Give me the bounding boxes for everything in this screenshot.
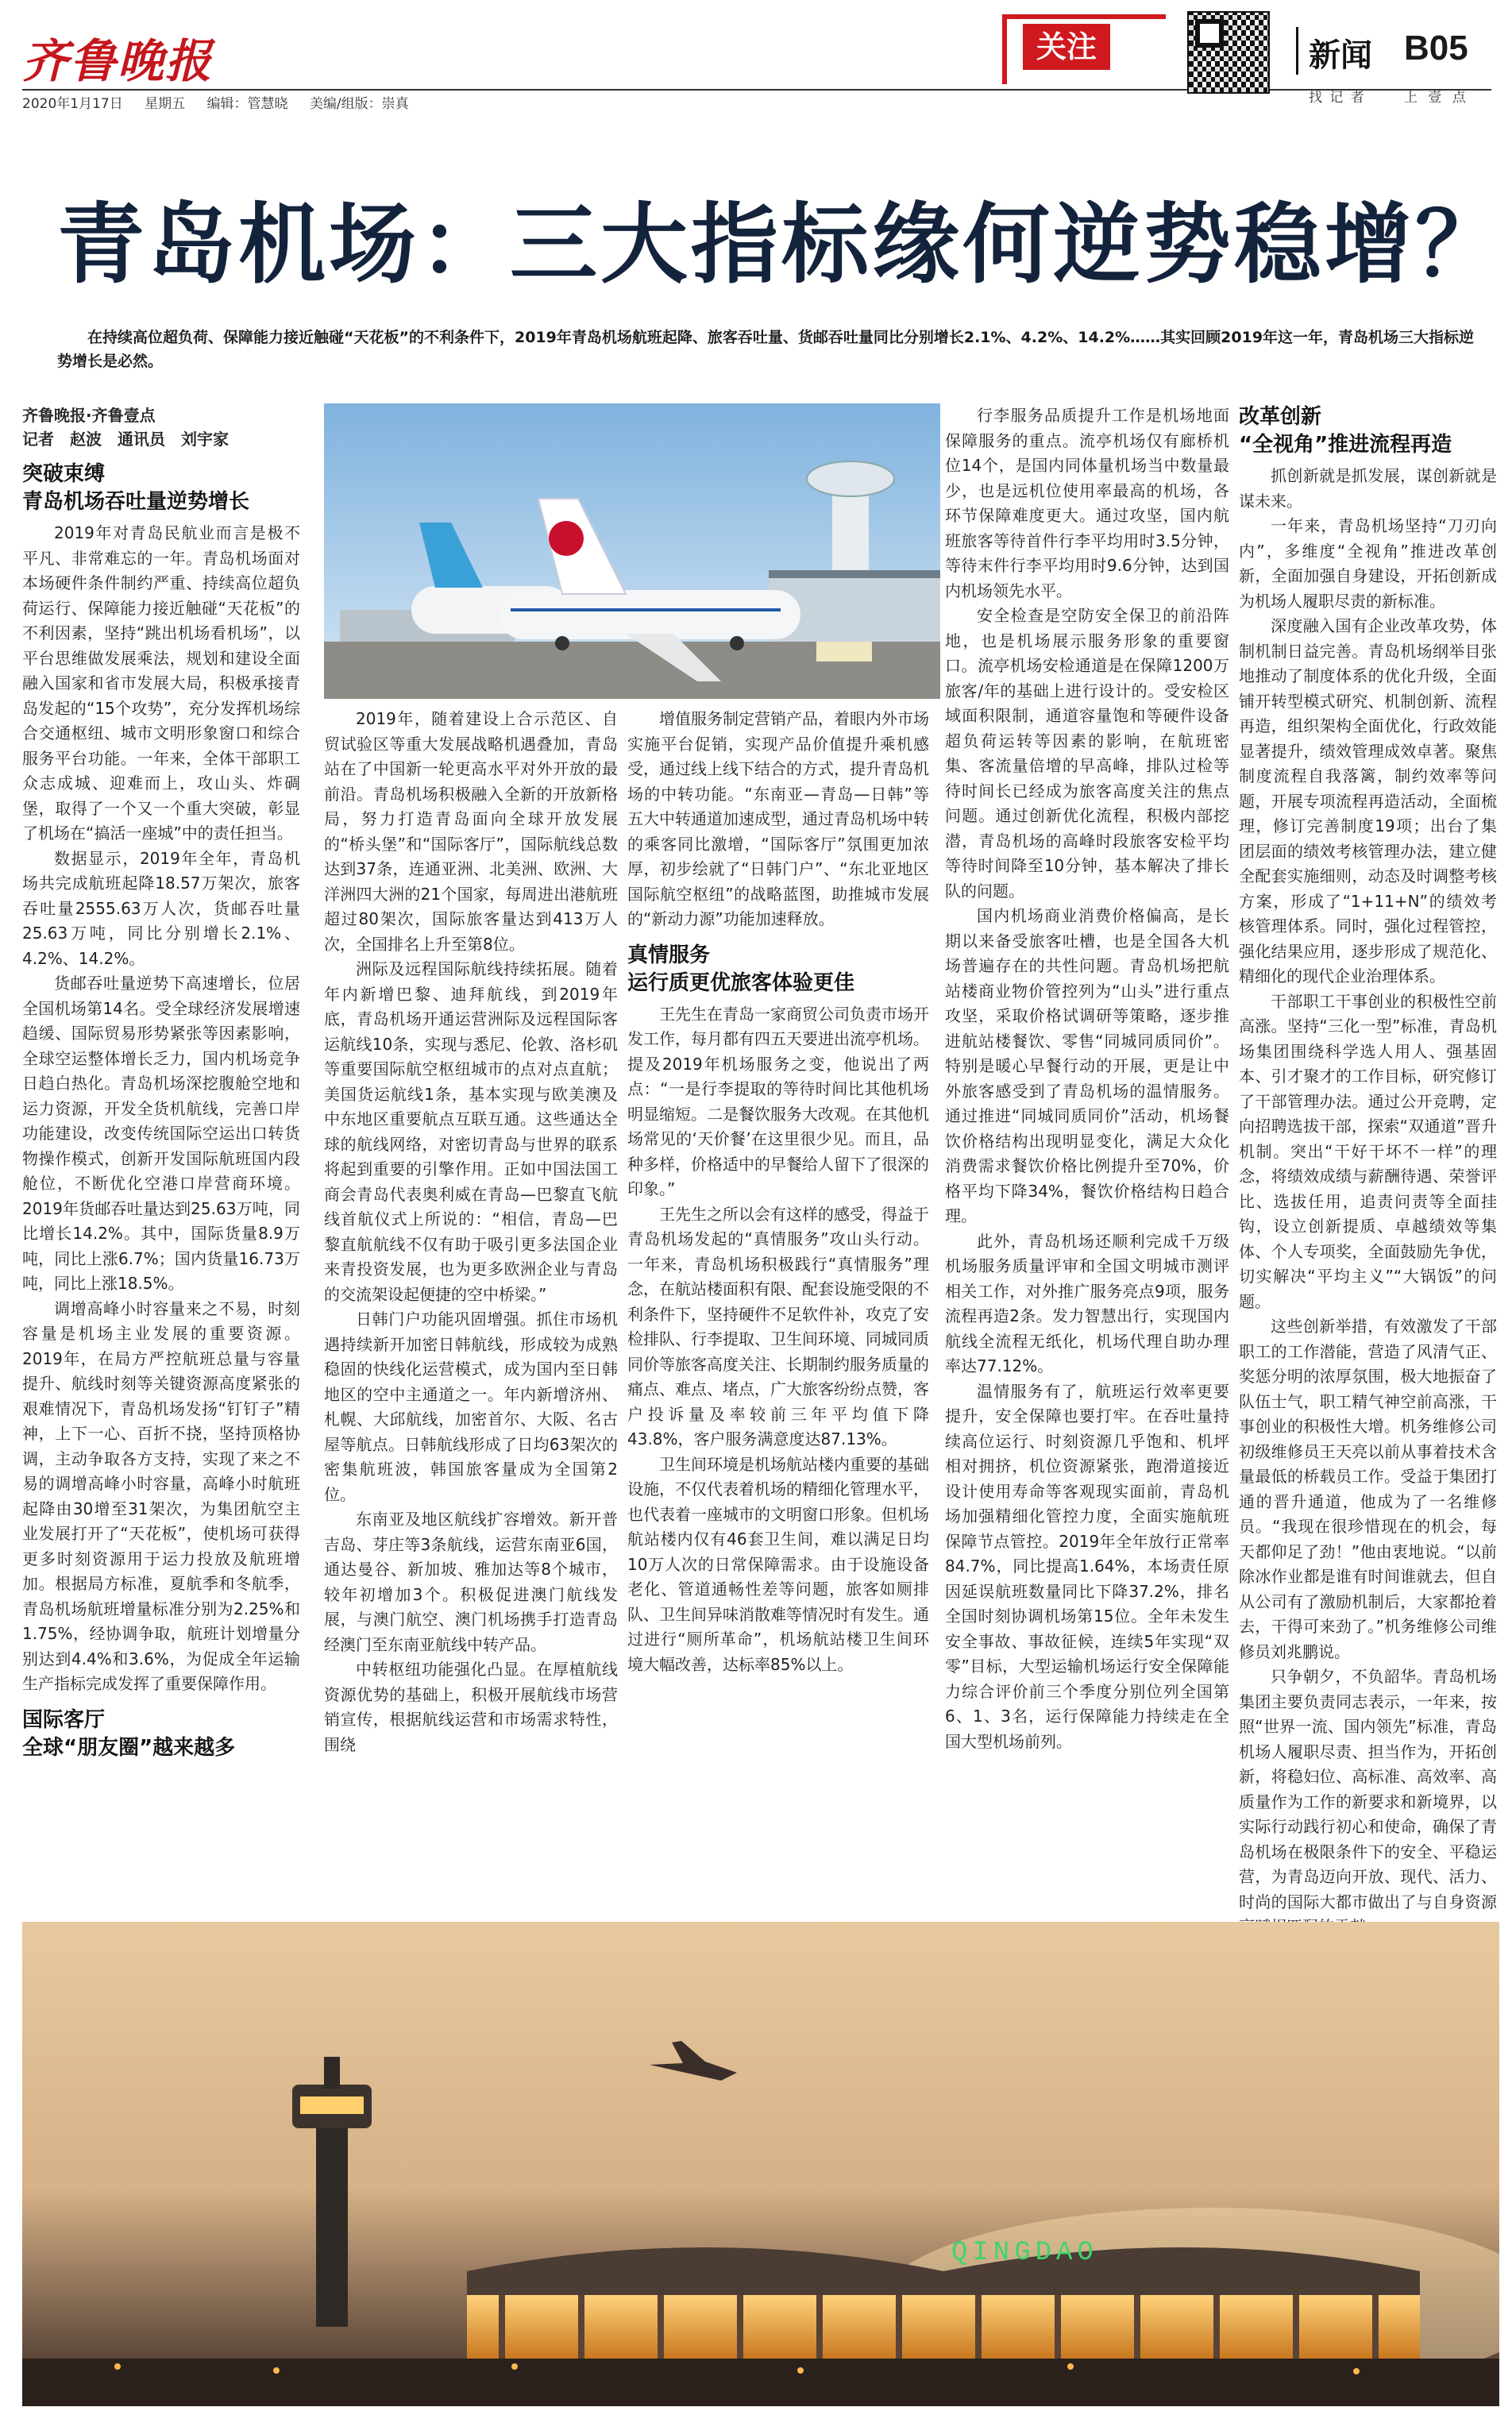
section-divider: [1296, 27, 1298, 75]
paragraph: 深度融入国有企业改革攻势，体制机制日益完善。青岛机场纲举目张地推动了制度体系的优化升级，全面铺开转型模式研究、机制创新、流程再造，组织架构全面优化，行政效能显著提升，绩效管理成效卓著。聚焦制度流程自我落篱，制约效率等问题，开展专项流程再造活动，全面梳理，修订完善制度19项；出台了集团层面的绩效考核管理办法，建立健全配套实施细则，动态及时调整考核方案，形成了“1+11+N”的绩效考核管理体系。同时，强化过程管控，强化结果应用，逐步形成了规范化、精细化的现代企业治理体系。: [1239, 616, 1497, 986]
section-name: 新闻: [1309, 37, 1372, 74]
paragraph: 东南亚及地区航线扩容增效。新开普吉岛、芽庄等3条航线，运营东南亚6国，通达曼谷、新加坡、雅加达等8个城市，较年初增加3个。积极促进澳门航线发展，与澳门航空、澳门机场携手打造青岛经澳门至东南亚航线中转产品。: [324, 1510, 618, 1654]
paragraph: 干部职工干事创业的积极性空前高涨。坚持“三化一型”标准，青岛机场集团围绕科学选人用人、强基固本、引才聚才的工作目标，研究修订了干部管理办法。通过公开竞聘，定向招聘选拔干部，探索“双通道”晋升机制。突出“干好干坏不一样”的理念，将绩效成绩与薪酬待遇、荣誉评比、选拔任用，追责问责等全面挂钩，设立创新提质、卓越绩效等集体、个人专项奖，全面鼓励先争优，切实解决“平均主义”“大锅饭”的问题。: [1239, 991, 1497, 1311]
byline: [22, 403, 300, 451]
qr-finder: [1195, 19, 1224, 48]
paragraph: 洲际及远程国际航线持续拓展。随着年内新增巴黎、迪拜航线，到2019年底，青岛机场开通运营洲际及远程国际客运航线10条，实现与悉尼、伦敦、洛杉矶等重要国际航空枢纽城市的点对点直航；美国货运航线1条，基本实现与欧美澳及中东地区重要航点互联互通。这些通达全球的航线网络，对密切青岛与世界的联系将起到重要的引擎作用。正如中国法国工商会青岛代表奥利威在青岛—巴黎直飞航线首航仪式上所说的：“相信，青岛—巴黎直航航线不仅有助于吸引更多法国企业来青投资发展，也为更多欧洲企业与青岛的交流架设起便捷的空中桥梁。”: [324, 959, 618, 1304]
paragraph: 只争朝夕，不负韶华。青岛机场集团主要负责同志表示，一年来，按照“世界一流、国内领先”标准，青岛机场人履职尽责、担当作为，开拓创新，将稳妇位、高标准、高效率、高质量作为工作的新要求和新境界，以实际行动践行初心和使命，确保了青岛机场在极限条件下的安全、平稳运营，为青岛迈向开放、现代、活力、时尚的国际大都市做出了与自身资源: [1239, 1667, 1497, 1911]
paragraph: 王先生在青岛一家商贸公司负责市场开发工作，每月都有四五天要进出流亭机场。提及2019年机场服务之变，他说出了两点：“一是行李提取的等待时间比其他机场明显缩短。二是餐饮服务大改观。在其他机场常见的‘天价餐’在这里很少见。而且，品种多样，价格适中的早餐给人留下了很深的印象。”: [627, 1004, 929, 1198]
subhead-service: 真情服务 运行质更优旅客体验更佳: [627, 943, 855, 995]
subhead-breakthrough: 突破束缚 青岛机场吞吐量逆势增长: [22, 462, 250, 514]
headline: 青岛机场：三大指标缘何逆势稳增？: [57, 194, 1506, 295]
paper-logo: 齐鲁晚报: [22, 34, 214, 88]
reporter-app: 上 壹 点: [1404, 90, 1469, 106]
paragraph: 2019年对青岛民航业而言是极不平凡、非常难忘的一年。青岛机场面对本场硬件条件制约严重、持续高位超负荷运行、保障能力接近触碰“天花板”的不利因素，坚持“跳出机场看机场”，以平台思维做发展乘法，规划和建设全面融入国家和省市发展大局，积极承接青岛发起的“15个攻势”，充分发挥机场综合交通枢纽、城市文明形象窗口和综合服务平台功能。一年来，全体干部职工众志成城、迎难而上，攻山头、炸碉堡，取得了一个又一个重大突破，彰显了机场在“搞活一座城”中的责任担当。: [22, 523, 300, 843]
apron-illustration: [324, 403, 940, 699]
article-column-3: [627, 707, 929, 1677]
lead-paragraph: 在持续高位超负荷、保障能力接近触碰“天花板”的不利条件下，2019年青岛机场航班起降、旅客吞吐量、货邮吞吐量同比分别增长2.1%、4.2%、14.2%……其实回顾2019年这一年，青岛机场三大指标逆势增长是必然。: [57, 329, 1475, 370]
issue-weekday: 星期五: [145, 96, 186, 112]
paragraph: 安全检查是空防安全保卫的前沿阵地，也是机场展示服务形象的重要窗口。流亭机场安检通道是在保障1200万旅客/年的基础上进行设计的。受安检区域面积限制，通道容量饱和等硬件设备超负荷运转等因素的影响，在航班密集、客流量倍增的早高峰，排队过检等待时间长已经成为旅客高度关注的焦点问题。通过创新优化流程，积极内部挖潜，青岛机场的高峰时段旅客安检平均等待时间降至10分钟，基本解决了排长队的问题。: [945, 606, 1229, 901]
terminal-sign: QINGDAO: [951, 2238, 1098, 2268]
paragraph: 2019年，随着建设上合示范区、自贸试验区等重大发展战略机遇叠加，青岛站在了中国新一轮更高水平对外开放的最前沿。青岛机场积极融入全新的开放新格局，努力打造青岛面向全球开放发展的“桥头堡”和“国际客厅”，国际航线总数达到37条，连通亚洲、北美洲、欧洲、大洋洲四大洲的21个国家，每周进出港航班超过80架次，国际旅客量达到413万人次，全国排名上升至第8位。: [324, 709, 618, 954]
apron-photo: [324, 403, 940, 699]
paragraph: 行李服务品质提升工作是机场地面保障服务的重点。流亭机场仅有廊桥机位14个，是国内同体量机场当中数量最少，也是远机位使用率最高的机场，各环节保障难度更大。通过攻坚，国内航班旅客等待首件行李平均用时3.5分钟，等待末件行李平均用时9.6分钟，达到国内机场领先水平。: [945, 406, 1229, 600]
paragraph: 此外，青岛机场还顺利完成千万级机场服务质量评审和全国文明城市测评相关工作，对外推广服务亮点9项，服务流程再造2条。发力智慧出行，实现国内航线全流程无纸化，机场代理自助办理率达77.12%。: [945, 1231, 1229, 1375]
focus-badge: 关注: [1023, 24, 1110, 70]
issue-design: 美编/组版：崇真: [309, 96, 409, 112]
paragraph: 一年来，青岛机场坚持“刀刃向内”，多维度“全视角”推进改革创新，全面加强自身建设，开拓创新成为机场人履职尽责的新标准。: [1239, 516, 1497, 611]
paragraph: 日韩门户功能巩固增强。抓住市场机遇持续新开加密日韩航线，形成较为成熟稳固的快线化运营模式，成为国内至日韩地区的空中主通道之一。年内新增济州、札幌、大邱航线，加密首尔、大阪、名古屋等航点。日韩航线形成了日均63架次的密集航班波，韩国旅客量成为全国第2位。: [324, 1310, 618, 1504]
paragraph: 王先生之所以会有这样的感受，得益于青岛机场发起的“真情服务”攻山头行动。一年来，青岛机场积极践行“真情服务”理念，在航站楼面积有限、配套设施受限的不利条件下，坚持硬件不足软件补，攻克了安检排队、行李提取、卫生间环境、同城同质同价等旅客高度关注、长期制约服务质量的痛点、难点、堵点，广大旅客纷纷点赞，客户投诉量及率较前三年平均值下降43.8%，客户服务满意度达87.13%。: [627, 1204, 929, 1448]
byline-reporters: 记者 赵波 通讯员 刘宇家: [22, 430, 229, 449]
paragraph: 卫生间环境是机场航站楼内重要的基础设施，不仅代表着机场的精细化管理水平，也代表着一座城市的文明窗口形象。但机场航站楼内仅有46套卫生间，难以满足日均10万人次的日常保障需求。由于设施设备老化、管道通畅性差等问题，旅客如厕排队、卫生间异味消散难等情况时有发生。通过进行“厕所革命”，机场航站楼卫生间环境大幅改善，达标率85%以上。: [627, 1454, 929, 1674]
article-column-5: [1239, 403, 1497, 1940]
paragraph: 这些创新举措，有效激发了干部职工的工作潜能，营造了风清气正、奖惩分明的浓厚氛围，极大地振奋了队伍士气，职工精气神空前高涨，干事创业的积极性大增。机务维修公司初级维修员王天亮以前从事着技术含量最低的桥载员工作。受益于集团打通的晋升通道，他成为了一名维修员。“我现在很珍惜现在的机会，每天都仰足了劲！”他由衷地说。“以前除冰作业都是谁有时间谁就去，但自从公司有了激励机制后，大家都抢着去，干得可来劲了。”机务维修公司维修员刘兆鹏说。: [1239, 1317, 1497, 1661]
terminal-illustration: [22, 1922, 1499, 2406]
subhead-reform: 改革创新 “全视角”推进流程再造: [1239, 405, 1452, 457]
article-column-2: [324, 707, 618, 1757]
paragraph: 抓创新就是抓发展，谋创新就是谋未来。: [1239, 466, 1497, 511]
paragraph: 数据显示，2019年全年，青岛机场共完成航班起降18.57万架次，旅客吞吐量2555.63万人次，货邮吞吐量25.63万吨，同比分别增长2.1%、4.2%、14.2%。: [22, 848, 300, 968]
issue-editor: 编辑：管慧晓: [206, 96, 288, 112]
paragraph: 中转枢纽功能强化凸显。在厚植航线资源优势的基础上，积极开展航线市场营销宣传，根据航线运营和市场需求特性，围绕: [324, 1660, 618, 1754]
paragraph: 调增高峰小时容量来之不易，时刻容量是机场主业发展的重要资源。2019年，在局方严控航班总量与容量提升、航线时刻等关键资源高度紧张的艰难情况下，青岛机场发扬“钉钉子”精神，上下一心、百折不挠，坚持顶格协调，主动争取各方支持，实现了来之不易的调增高峰小时容量，高峰小时航班起降由30增至31架次，为集团航空主业发展打开了“天花板”，使机场可获得更多时刻资源用于运力投放及航班增加。根据局方标准，夏航季和冬航季，青岛机场航班增量标准分别为2.25%和1.75%，经协调争取，航班计划增量分别达到4.4%和3.6%，为促成全年运输生产指标完成发挥了重要保障作用。: [22, 1298, 300, 1693]
page-number: B05: [1404, 29, 1468, 68]
issue-info: [22, 92, 426, 112]
paragraph: 国内机场商业消费价格偏高，是长期以来备受旅客吐槽，也是全国各大机场普遍存在的共性问题。青岛机场把航站楼商业物价管控列为“山头”进行重点攻坚，采取价格试调研等策略，逐步推进航站楼餐饮、零售“同城同质同价”。特别是暖心早餐行动的开展，更是让中外旅客感受到了青岛机场的温情服务。通过推进“同城同质同价”活动，机场餐饮价格结构出现明显变化，满足大众化消费需求餐饮价格比例提升至70%，价格平均下降34%，餐饮价格结构日趋合理。: [945, 906, 1229, 1225]
subhead-international: 国际客厅 全球“朋友圈”越来越多: [22, 1707, 236, 1760]
issue-date: 2020年1月17日: [22, 96, 123, 112]
terminal-panorama-photo: [22, 1922, 1499, 2406]
byline-outlet: 齐鲁晚报·齐鲁壹点: [22, 406, 156, 425]
paragraph: 温情服务有了，航班运行效率更要提升，安全保障也要打牢。在吞吐量持续高位运行、时刻资源几乎饱和、机坪相对拥挤，机位资源紧张，跑滑道接近设计使用寿命等客观现实面前，青岛机场加强精细化管控力度，全面实施航班保障节点管控。2019年全年放行正常率84.7%，同比提高1.64%，本场责任原因延误航班数量同比下降37.2%，排名全国时刻协调机场第15位。全年未发生安全事故、事故征候，连续5年实现“双零”目标，大型运输机场运行安全保障能力综合评价前三个季度分别位列全国第6、1、3名，运行保障能力持续走在全国大型机场前列。: [945, 1381, 1229, 1751]
paragraph: 增值服务制定营销产品，着眼内外市场实施平台促销，实现产品价值提升乘机感受，通过线上线下结合的方式，提升青岛机场的中转功能。“东南亚—青岛—日韩”等五大中转通道加速成型，通过青岛机场中转的乘客同比激增，“国际客厅”氛围更加浓厚，初步绘就了“日韩门户”、“东北亚地区国际航空枢纽”的战略蓝图，助推城市发展的“新动力源”功能加速释放。: [627, 709, 929, 928]
paragraph: 货邮吞吐量逆势下高速增长，位居全国机场第14名。受全球经济发展增速趋缓、国际贸易形势紧张等因素影响，全球空运整体增长乏力，国内机场竞争日趋白热化。青岛机场深挖腹舱空地和运力资源，开发全货机航线，完善口岸功能建设，改变传统国际空运出口转货物操作模式，创新开发国际航班国内段舱位，不断优化空港口岸营商环境。2019年货邮吞吐量达到25.63万吨，同比增长14.2%。其中，国际货量8.9万吨，同比上涨6.7%；国内货量16.73万吨，同比上涨18.5%。: [22, 974, 300, 1293]
masthead-rule: [22, 89, 1491, 91]
article-column-4: [945, 403, 1229, 1754]
reporter-label: 找 记 者: [1309, 90, 1366, 106]
article-column-1: [22, 403, 300, 1767]
